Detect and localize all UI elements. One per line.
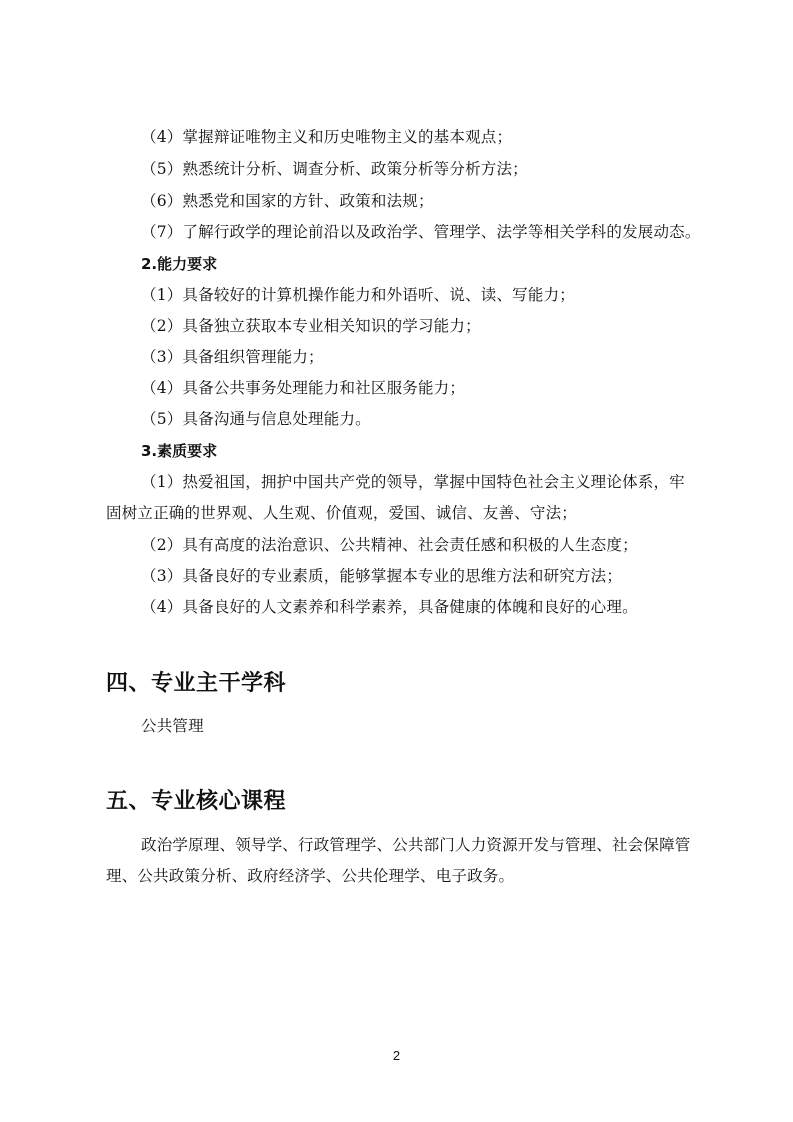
section-5-content-line-1: 政治学原理、领导学、行政管理学、公共部门人力资源开发与管理、社会保障管 — [141, 836, 691, 854]
section-5-title: 五、专业核心课程 — [106, 789, 287, 814]
knowledge-item-4: （4）掌握辩证唯物主义和历史唯物主义的基本观点； — [141, 128, 513, 146]
ability-item-1: （1）具备较好的计算机操作能力和外语听、说、读、写能力； — [141, 286, 575, 304]
section-4-title: 四、专业主干学科 — [106, 671, 287, 696]
knowledge-item-6: （6）熟悉党和国家的方针、政策和法规； — [141, 192, 434, 210]
ability-item-5: （5）具备沟通与信息处理能力。 — [141, 410, 371, 428]
quality-item-1-line-1: （1）热爱祖国，拥护中国共产党的领导，掌握中国特色社会主义理论体系，牢 — [141, 473, 685, 491]
ability-item-3: （3）具备组织管理能力； — [141, 348, 324, 366]
quality-item-4: （4）具备良好的人文素养和科学素养，具备健康的体魄和良好的心理。 — [141, 598, 638, 616]
knowledge-item-7: （7）了解行政学的理论前沿以及政治学、管理学、法学等相关学科的发展动态。 — [141, 223, 701, 241]
ability-item-2: （2）具备独立获取本专业相关知识的学习能力； — [141, 317, 481, 335]
quality-item-1-line-2: 固树立正确的世界观、人生观、价值观，爱国、诚信、友善、守法； — [106, 504, 578, 522]
knowledge-item-5: （5）熟悉统计分析、调查分析、政策分析等分析方法； — [141, 160, 528, 178]
quality-item-3: （3）具备良好的专业素质，能够掌握本专业的思维方法和研究方法； — [141, 567, 623, 585]
ability-heading: 2.能力要求 — [141, 255, 218, 273]
quality-heading: 3.素质要求 — [141, 442, 218, 460]
section-4-content: 公共管理 — [141, 717, 204, 735]
quality-item-2: （2）具有高度的法治意识、公共精神、社会责任感和积极的人生态度； — [141, 536, 638, 554]
page-number: 2 — [392, 1048, 401, 1063]
section-5-content-line-2: 理、公共政策分析、政府经济学、公共伦理学、电子政务。 — [106, 867, 515, 885]
ability-item-4: （4）具备公共事务处理能力和社区服务能力； — [141, 379, 466, 397]
